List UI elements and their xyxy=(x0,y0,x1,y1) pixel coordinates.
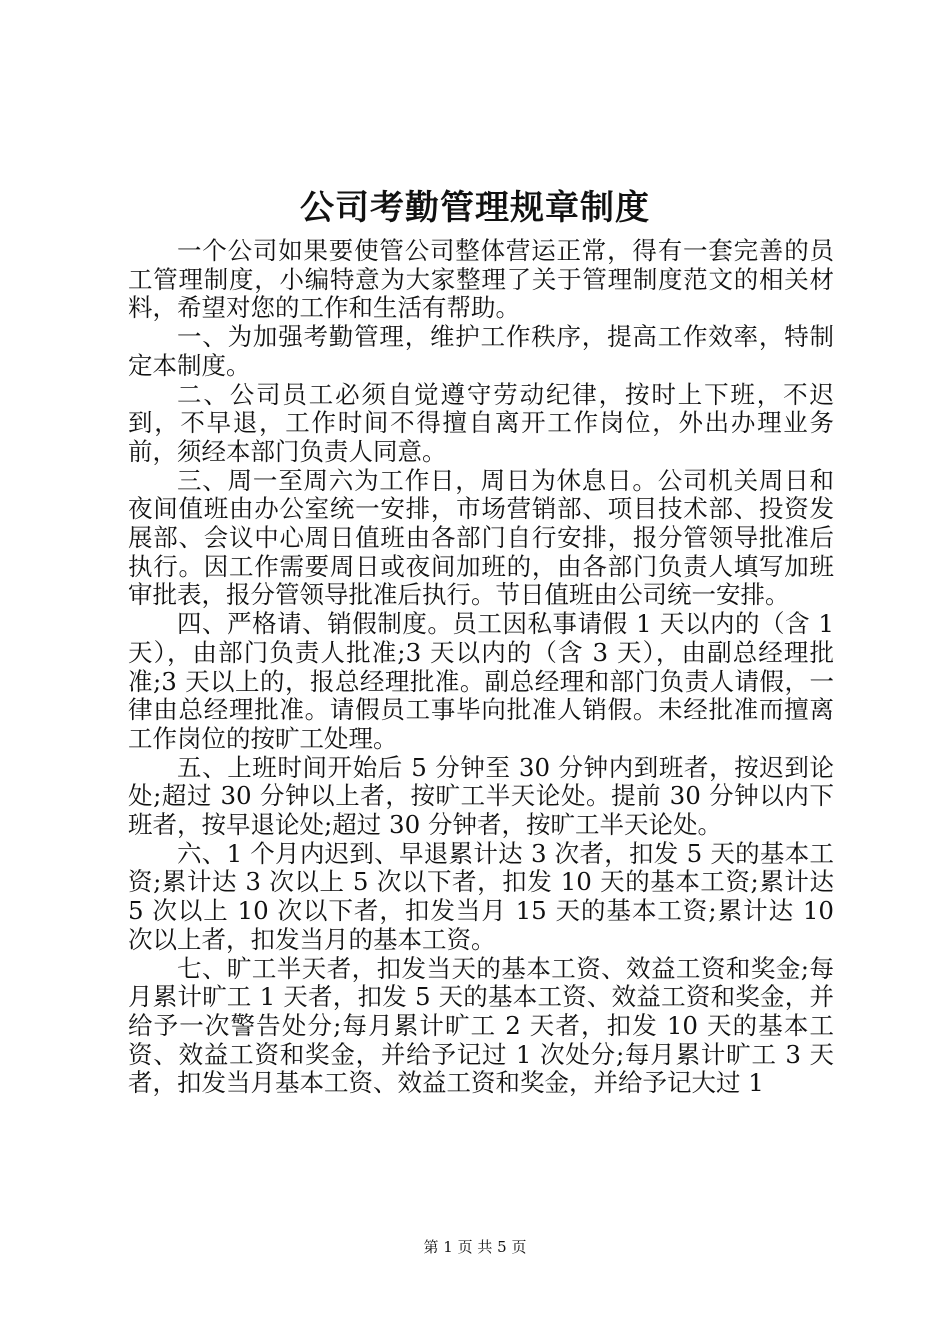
paragraph-5: 五、上班时间开始后 5 分钟至 30 分钟内到班者，按迟到论处;超过 30 分钟以上者，按旷工半天论处。提前 30 分钟以内下班者，按早退论处;超过 30 分钟者，按旷工半天论处。 xyxy=(128,752,834,840)
paragraph-6: 六、1 个月内迟到、早退累计达 3 次者，扣发 5 天的基本工资;累计达 3 次以上 5 次以下者，扣发 10 天的基本工资;累计达 5 次以上 10 次以下者，扣发当月 15 天的基本工资;累计达 10 次以上者，扣发当月的基本工资。 xyxy=(128,838,834,954)
page-title: 公司考勤管理规章制度 xyxy=(300,188,650,228)
paragraph-4: 四、严格请、销假制度。员工因私事请假 1 天以内的（含 1 天），由部门负责人批准;3 天以内的（含 3 天），由副总经理批准;3 天以上的，报总经理批准。副总经理和部门负责人请假，一律由总经理批准。请假员工事毕向批准人销假。未经批准而擅离工作岗位的按旷工处理。 xyxy=(128,609,834,753)
paragraph-3: 三、周一至周六为工作日，周日为休息日。公司机关周日和夜间值班由办公室统一安排，市场营销部、项目技术部、投资发展部、会议中心周日值班由各部门自行安排，报分管领导批准后执行。因工作需要周日或夜间加班的，由各部门负责人填写加班审批表，报分管领导批准后执行。节日值班由公司统一安排。 xyxy=(128,465,834,610)
paragraph-7: 七、旷工半天者，扣发当天的基本工资、效益工资和奖金;每月累计旷工 1 天者，扣发 5 天的基本工资、效益工资和奖金，并给予一次警告处分;每月累计旷工 2 天者，扣发 10 天的基本工资、效益工资和奖金，并给予记过 1 次处分;每月累计旷工 3 天者，扣发当月基本工资、效益工资和奖金，并给予记大过 1 xyxy=(128,953,834,1098)
paragraph-intro: 一个公司如果要使管公司整体营运正常，得有一套完善的员工管理制度，小编特意为大家整理了关于管理制度范文的相关材料，希望对您的工作和生活有帮助。 xyxy=(128,236,834,323)
document-body xyxy=(128,237,834,1098)
paragraph-2: 二、公司员工必须自觉遵守劳动纪律，按时上下班，不迟到，不早退，工作时间不得擅自离开工作岗位，外出办理业务前，须经本部门负责人同意。 xyxy=(128,379,834,466)
page-footer: 第 1 页 共 5 页 xyxy=(423,1238,527,1256)
paragraph-1: 一、为加强考勤管理，维护工作秩序，提高工作效率，特制定本制度。 xyxy=(128,322,834,380)
